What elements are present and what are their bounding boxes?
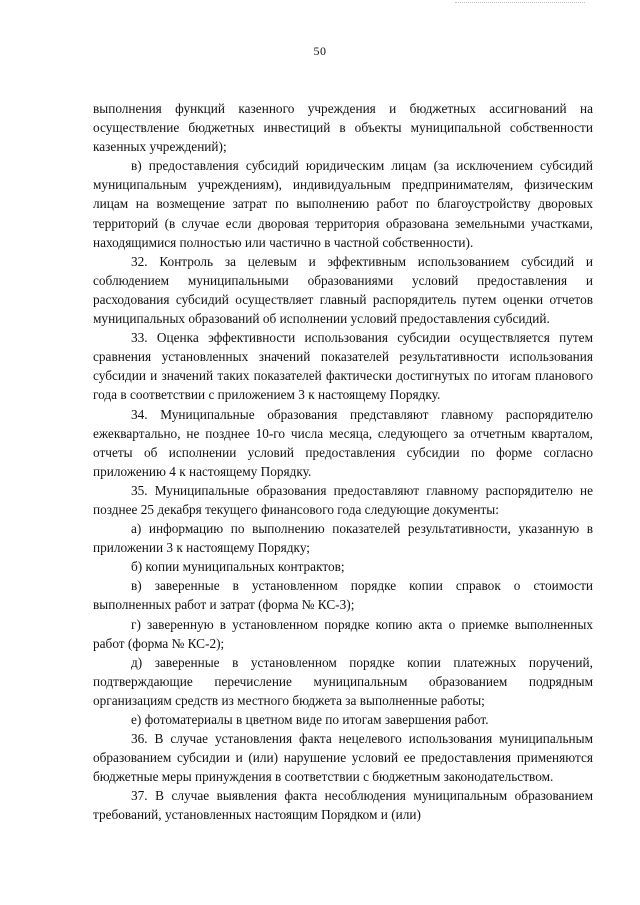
list-item-g: г) заверенную в установленном порядке копию акта о приемке выполненных работ (форма № КС-2); (93, 616, 593, 651)
paragraph-33: 33. Оценка эффективности использования субсидии осуществляется путем сравнения установленных значений показателей результативности использования субсидии и значений таких показателей фактически достигнутых по итогам планового года в соответствии с приложением 3 к настоящему Порядку. (93, 330, 593, 403)
paragraph-32: 32. Контроль за целевым и эффективным использованием субсидий и соблюдением муниципальными образованиями условий предоставления и расходования субсидий осуществляет главный распорядитель путем оценки отчетов муниципальных образований об исполнении условий предоставления субсидий. (93, 253, 593, 327)
paragraph-item-v: в) предоставления субсидий юридическим лицам (за исключением субсидий муниципальным учреждениям), индивидуальным предпринимателям, физическим лицам на возмещение затрат по выполнению работ по благоустройству дворовых территорий (в случае если дворовая территория образована земельными участками, находящимися полностью или частично в частной собственности). (93, 158, 593, 250)
list-item-v: в) заверенные в установленном порядке копии справок о стоимости выполненных работ и затрат (форма № КС-3); (93, 578, 593, 613)
scan-edge-marks (455, 2, 585, 9)
page-number: 50 (313, 44, 327, 58)
paragraph-37: 37. В случае выявления факта несоблюдения муниципальным образованием требований, установленных настоящим Порядком и (или) (93, 788, 593, 823)
list-item-e: е) фотоматериалы в цветном виде по итогам завершения работ. (131, 712, 489, 727)
paragraph-continuation: выполнения функций казенного учреждения и бюджетных ассигнований на осуществление бюджетных инвестиций в объекты муниципальной собственности казенных учреждений); (93, 101, 593, 155)
document-body (93, 99, 593, 825)
paragraph-35: 35. Муниципальные образования предоставляют главному распорядителю не позднее 25 декабря текущего финансового года следующие документы: (93, 482, 593, 517)
list-item-b: б) копии муниципальных контрактов; (131, 559, 345, 575)
list-item-a: а) информацию по выполнению показателей результативности, указанную в приложении 3 к настоящему Порядку; (93, 521, 593, 556)
paragraph-36: 36. В случае установления факта нецелевого использования муниципальным образованием субсидии и (или) нарушение условий ее предоставления применяются бюджетные меры принуждения в соответствии с бюджетным законодательством. (93, 731, 593, 785)
list-item-d: д) заверенные в установленном порядке копии платежных поручений, подтверждающие перечисление муниципальным образованием подрядным организациям средств из местного бюджета за выполненные работы; (93, 654, 593, 708)
paragraph-34: 34. Муниципальные образования представляют главному распорядителю ежеквартально, не позднее 10-го числа месяца, следующего за отчетным кварталом, отчеты об исполнении условий предоставления субсидии по форме согласно приложению 4 к настоящему Порядку. (93, 406, 593, 479)
